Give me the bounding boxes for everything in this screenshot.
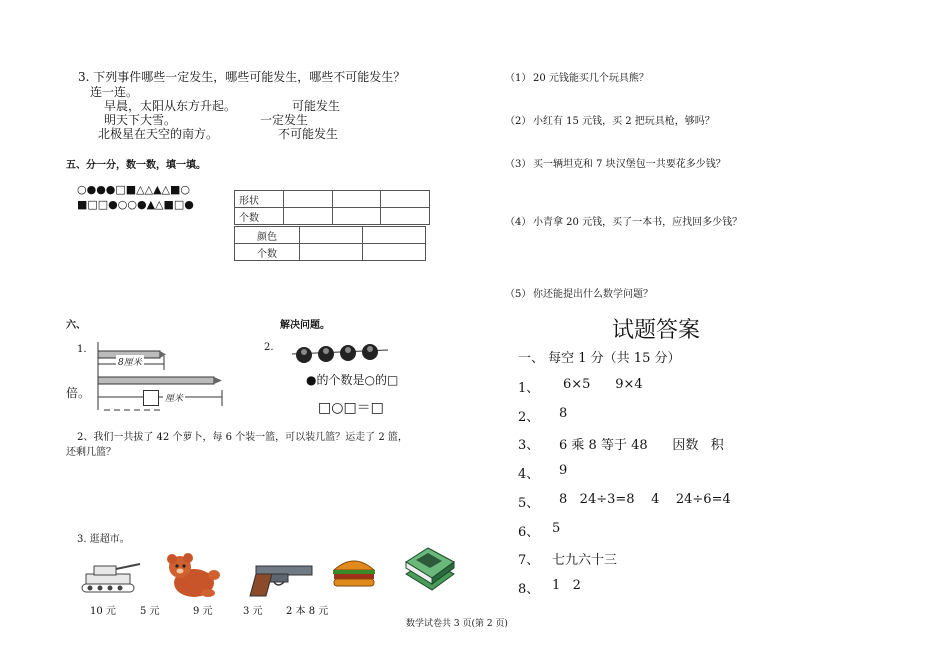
q2-line-1: 2、我们一共拔了 42 个萝卜，每 6 个装一篮，可以装几篮？运走了 2 篮， — [77, 432, 408, 443]
color-count-table — [234, 226, 426, 261]
table-cell[interactable] — [300, 227, 363, 244]
answers-section1: 一、 每空 1 分（共 15 分） — [518, 351, 681, 366]
beads-icon — [290, 340, 390, 368]
table-cell[interactable] — [363, 227, 426, 244]
answer-7-text: 七九六十三 — [552, 553, 618, 568]
table-cell[interactable] — [381, 191, 430, 208]
q3-title: 3. 下列事件哪些一定发生，哪些可能发生，哪些不可能发生？ — [78, 70, 406, 84]
rq-2-text: 小红有 15 元钱，买 2 把玩具枪，够吗？ — [533, 116, 715, 127]
event-1: 早晨，太阳从东方升起。 — [104, 99, 237, 113]
answer-6-num: 6、 — [518, 525, 540, 540]
price-hamburger: 3 元 — [243, 606, 263, 617]
price-gun: 9 元 — [193, 606, 213, 617]
answer-1-num: 1、 — [518, 381, 540, 396]
p2-equation: □○□＝□ — [318, 400, 384, 416]
answer-1-text: 6×5 9×4 — [563, 377, 643, 392]
answer-8-text: 1 2 — [552, 578, 581, 593]
answer-6-text: 5 — [552, 521, 561, 536]
teddy-bear-icon — [160, 553, 222, 599]
rq-4-text: 小青拿 20 元钱，买了一本书，应找回多少钱？ — [533, 217, 743, 228]
p1-blank-box[interactable] — [143, 390, 159, 406]
answer-8-num: 8、 — [518, 582, 540, 597]
answer-7-num: 7、 — [518, 553, 540, 568]
answer-4-num: 4、 — [518, 467, 540, 482]
rq-3-num: （3） — [505, 159, 532, 170]
table-label-color: 颜色 — [235, 227, 300, 244]
shape-count-table — [234, 190, 430, 225]
rq-5-text: 你还能提出什么数学问题？ — [533, 289, 653, 300]
rq-5-num: （5） — [505, 289, 532, 300]
books-icon — [402, 540, 458, 594]
table-cell[interactable] — [284, 191, 333, 208]
table-cell[interactable] — [381, 208, 430, 225]
table-cell[interactable] — [284, 208, 333, 225]
answers-title: 试题答案 — [612, 318, 701, 343]
shape-row-1: ○●●●□■△△▲△■○ — [77, 183, 191, 196]
p2-text: ●的个数是○的□ — [306, 373, 399, 387]
section6-label: 六、 — [66, 320, 86, 331]
toy-gun-icon — [246, 562, 316, 598]
table-cell[interactable] — [332, 208, 381, 225]
answer-2-text: 8 — [559, 406, 568, 421]
shape-row-2: ■□□●○○●▲△■□● — [77, 198, 194, 211]
event-3: 北极星在天空的南方。 — [98, 127, 219, 141]
table-cell[interactable] — [300, 244, 363, 261]
answer-5-num: 5、 — [518, 496, 540, 511]
table-cell[interactable] — [332, 191, 381, 208]
tank-icon — [80, 558, 142, 594]
price-tank: 10 元 — [90, 606, 116, 617]
rq-4-num: （4） — [505, 217, 532, 228]
answer-3-num: 3、 — [518, 438, 540, 453]
price-books: 2 本 8 元 — [286, 606, 329, 617]
p1-tail: 倍。 — [66, 386, 91, 400]
rq-1-text: 20 元钱能买几个玩具熊？ — [533, 73, 649, 84]
rq-1-num: （1） — [505, 73, 532, 84]
page-footer: 数学试卷共 3 页(第 2 页) — [406, 619, 508, 629]
q2-line-2: 还剩几篮？ — [66, 447, 116, 458]
q3-instruction: 连一连。 — [90, 85, 139, 99]
answer-2-num: 2、 — [518, 410, 540, 425]
table-label-shape: 形状 — [235, 191, 284, 208]
table-cell[interactable] — [363, 244, 426, 261]
p2-number: 2. — [264, 342, 274, 353]
rq-3-text: 买一辆坦克和 7 块汉堡包一共要花多少钱？ — [533, 159, 726, 170]
section6-title: 解决问题。 — [280, 320, 330, 331]
outcome-1: 可能发生 — [292, 99, 341, 113]
price-bear: 5 元 — [140, 606, 160, 617]
q3-shop-title: 3. 逛超市。 — [77, 534, 130, 545]
answer-5-text: 8 24÷3=8 4 24÷6=4 — [559, 492, 731, 507]
hamburger-icon — [331, 556, 377, 588]
section5-title: 五、分一分，数一数，填一填。 — [66, 160, 206, 171]
outcome-2: 一定发生 — [260, 113, 309, 127]
event-2: 明天下大雪。 — [104, 113, 177, 127]
p1-label-bottom: 厘米 — [163, 391, 185, 404]
rq-2-num: （2） — [505, 116, 532, 127]
outcome-3: 不可能发生 — [278, 127, 339, 141]
answer-3-text: 6 乘 8 等于 48 因数 积 — [559, 438, 724, 453]
table-label-count: 个数 — [235, 208, 284, 225]
answer-4-text: 9 — [559, 463, 568, 478]
p1-number: 1. — [77, 344, 87, 355]
p1-label-top: 8厘米 — [116, 355, 144, 368]
table-label-count2: 个数 — [235, 244, 300, 261]
